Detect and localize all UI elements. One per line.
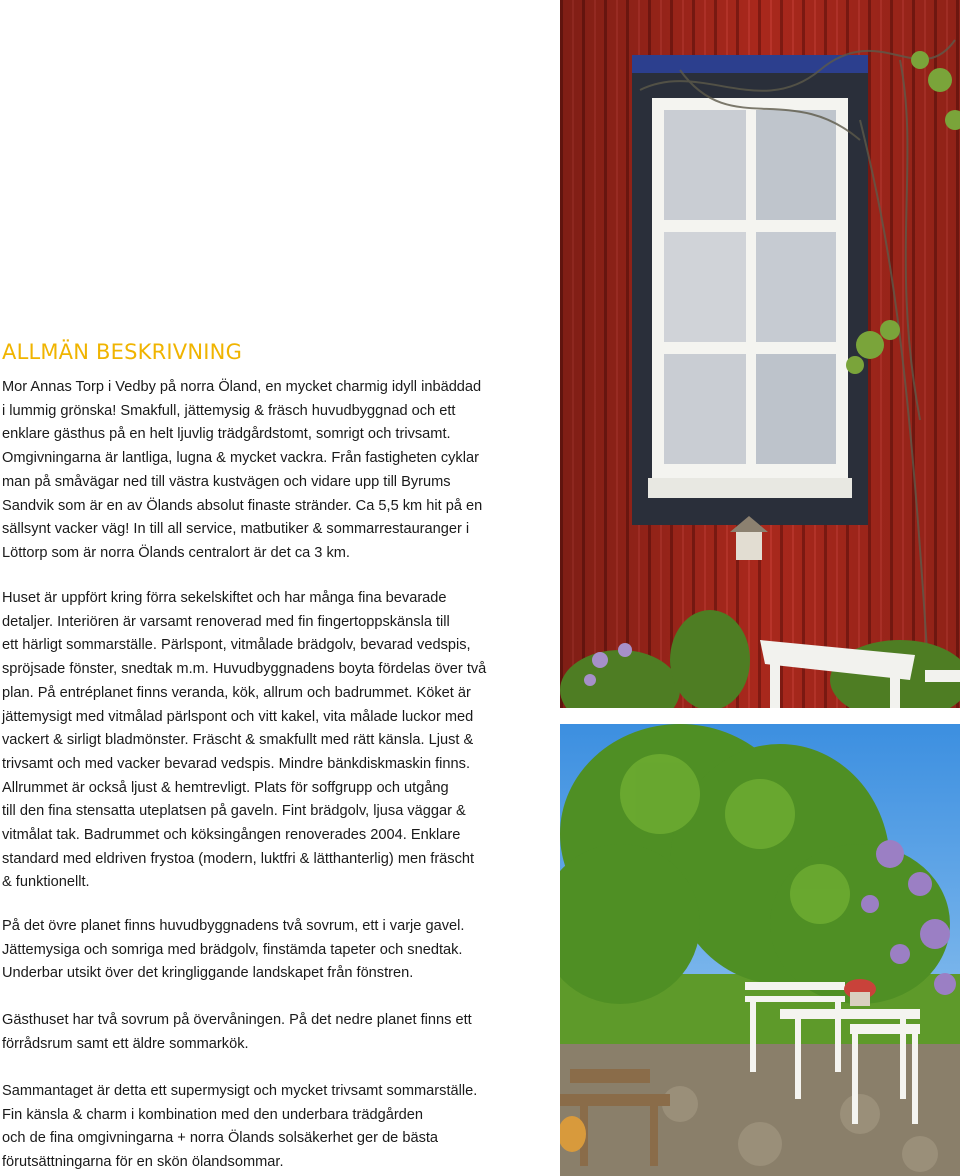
text-line: Huset är uppfört kring förra sekelskiftet och har många fina bevarade: [2, 590, 447, 606]
text-line: och de fina omgivningarna + norra Ölands solsäkerhet ger de bästa: [2, 1130, 439, 1147]
text-line: enklare gästhus på en helt ljuvlig trädgårdstomt, somrigt och trivsamt.: [2, 426, 451, 443]
text-line: i lummig grönska! Smakfull, jättemysig & fräsch huvudbyggnad och ett: [2, 402, 456, 419]
text-line: & funktionellt.: [2, 874, 90, 891]
text-line: detaljer. Interiören är varsamt renoverad med fin fingertoppskänsla till: [2, 613, 450, 630]
text-line: Allrummet är också ljust & hemtrevligt. Plats för soffgrupp och utgång: [2, 779, 449, 796]
paragraph-description: [2, 376, 542, 566]
text-line: standard med eldriven frystoa (modern, luktfri & lätthanterlig) men fräscht: [2, 850, 475, 867]
text-line: spröjsade fönster, snedtak m.m. Huvudbyggnadens boyta fördelas över två: [2, 661, 487, 678]
text-line: till den fina stensatta uteplatsen på gaveln. Fint brädgolv, ljusa väggar &: [2, 803, 466, 820]
text-line: ett härligt sommarställe. Pärlspont, vitmålade brädgolv, bevarad vedspis,: [2, 637, 471, 654]
text-line: man på småvägar ned till västra kustvägen och vidare upp till Byrums: [2, 473, 451, 490]
photo-garden: [560, 724, 960, 1176]
paragraph-house: [2, 587, 542, 895]
photo-house-window: [560, 0, 960, 708]
text-line: På det övre planet finns huvudbyggnadens två sovrum, ett i varje gavel.: [2, 918, 465, 934]
text-line: Sandvik som är en av Ölands absolut finaste stränder. Ca 5,5 km hit på en: [2, 497, 483, 514]
section-heading: ALLMÄN BESKRIVNING: [2, 340, 243, 364]
house-window-illustration: [560, 0, 960, 708]
text-line: Fin känsla & charm i kombination med den underbara trädgården: [2, 1106, 424, 1123]
text-line: vitmålat tak. Badrummet och köksingången renoverades 2004. Enklare: [2, 827, 461, 844]
text-line: Sammantaget är detta ett supermysigt och mycket trivsamt sommarställe.: [2, 1083, 478, 1099]
text-line: Underbar utsikt över det kringliggande landskapet från fönstren.: [2, 965, 414, 982]
text-line: Mor Annas Torp i Vedby på norra Öland, en mycket charmig idyll inbäddad: [2, 379, 482, 395]
text-line: förrådsrum samt ett äldre sommarkök.: [2, 1035, 249, 1052]
text-line: Gästhuset har två sovrum på övervåningen. På det nedre planet finns ett: [2, 1012, 472, 1028]
text-line: plan. På entréplanet finns veranda, kök, allrum och badrummet. Köket är: [2, 684, 471, 701]
text-line: trivsamt och med vacker bevarad vedspis. Mindre bänkdiskmaskin finns.: [2, 755, 471, 772]
text-line: vackert & sirligt bladmönster. Fräscht & smakfullt med rätt känsla. Ljust &: [2, 732, 474, 749]
text-line: jättemysigt med vitmålad pärlspont och vitt kakel, vita målade luckor med: [2, 708, 474, 725]
text-line: Jättemysiga och somriga med brädgolv, finstämda tapeter och snedtak.: [2, 941, 463, 958]
paragraph-guesthouse: [2, 1009, 542, 1056]
text-line: förutsättningarna för en skön ölandsommar.: [2, 1154, 284, 1171]
garden-illustration: [560, 724, 960, 1176]
text-line: Löttorp som är norra Ölands centralort är det ca 3 km.: [2, 544, 350, 561]
text-line: Omgivningarna är lantliga, lugna & mycket vackra. Från fastigheten cyklar: [2, 450, 479, 467]
paragraph-summary: [2, 1080, 542, 1175]
paragraph-upper-floor: [2, 915, 542, 986]
text-line: sällsynt vacker väg! In till all service, matbutiker & sommarrestauranger i: [2, 521, 470, 538]
